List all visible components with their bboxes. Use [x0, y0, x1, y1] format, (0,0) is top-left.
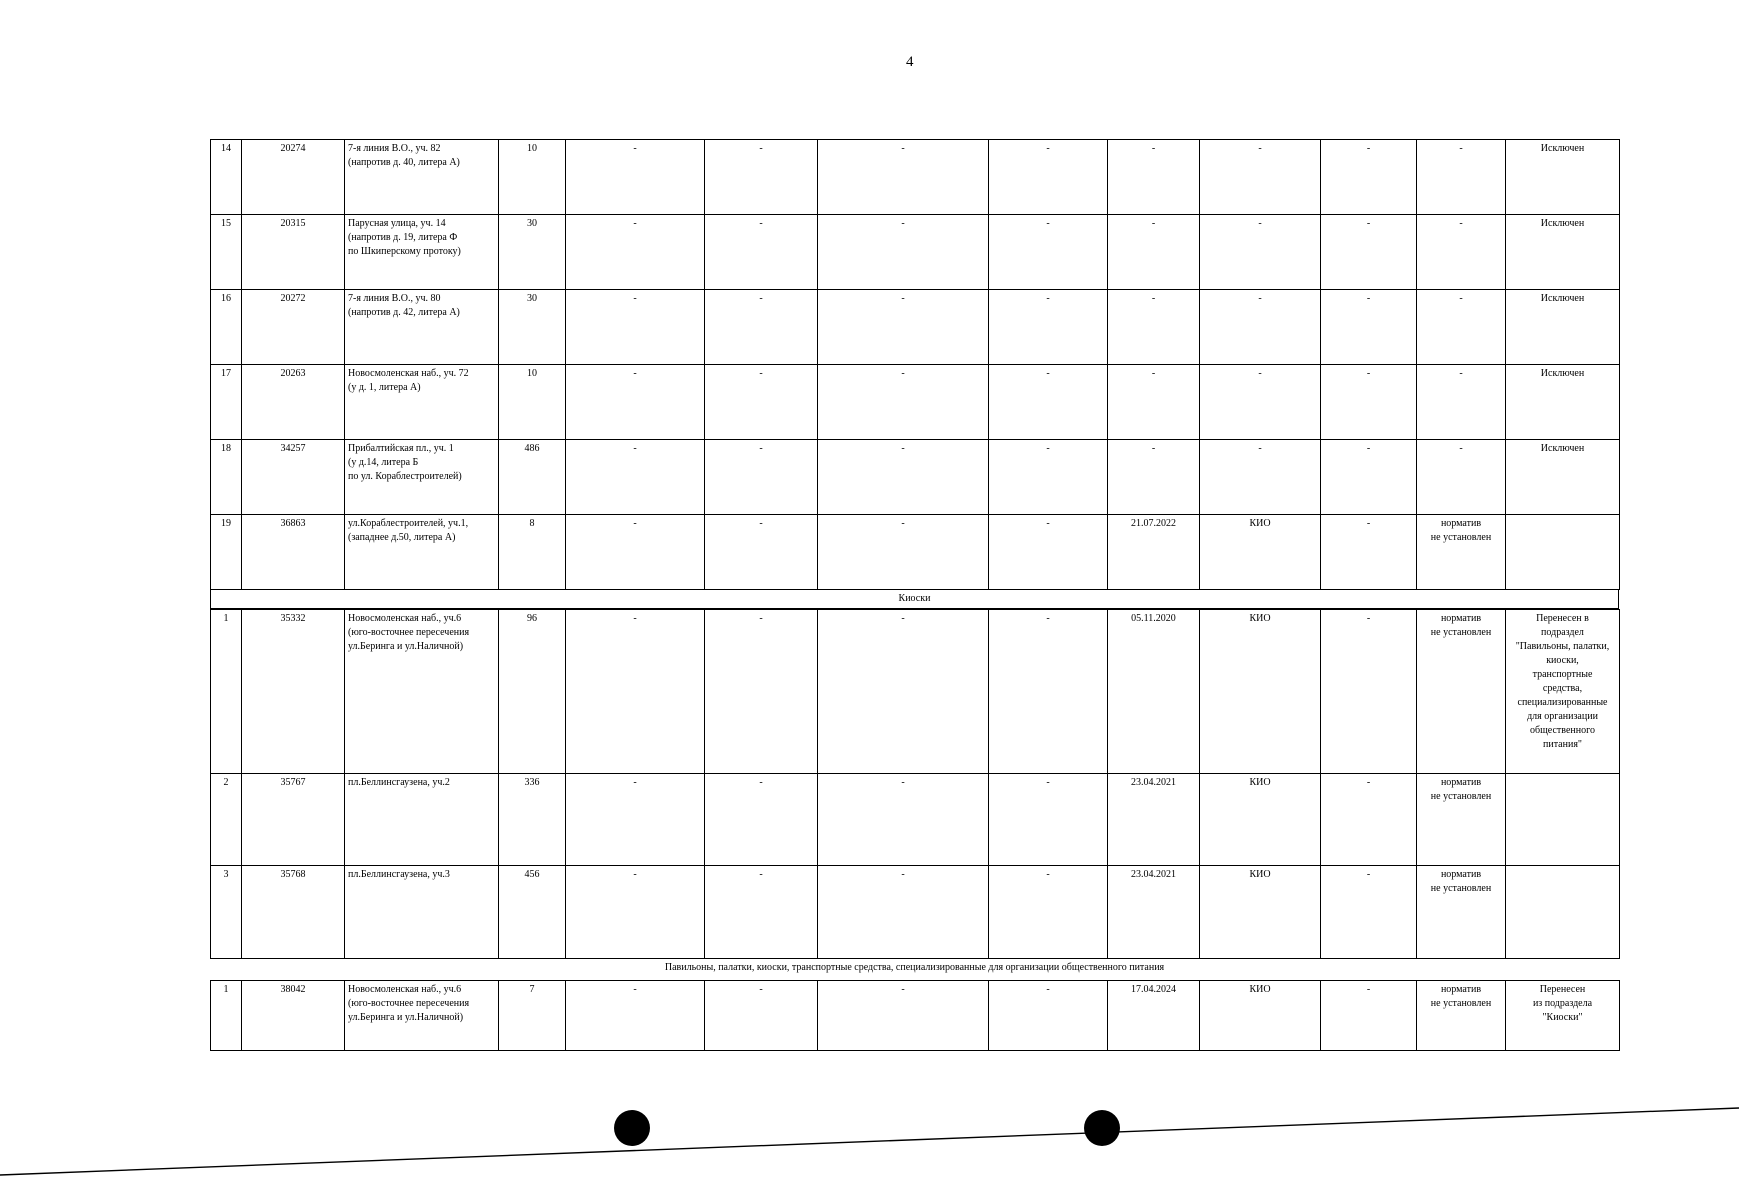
cell-code: 20272	[242, 290, 345, 365]
cell-area: 30	[499, 215, 566, 290]
cell-line: пл.Беллинсгаузена, уч.3	[348, 869, 450, 880]
cell-c3: -	[818, 610, 989, 774]
cell-line: Перенесен	[1539, 984, 1586, 995]
cell-line: норматив	[1440, 613, 1482, 624]
cell-c4: -	[989, 290, 1108, 365]
cell-date: 05.11.2020	[1108, 610, 1200, 774]
cell-date: 23.04.2021	[1108, 866, 1200, 959]
cell-code: 20263	[242, 365, 345, 440]
cell-c1: -	[566, 140, 705, 215]
cell-area: 96	[499, 610, 566, 774]
cell-date: 23.04.2021	[1108, 774, 1200, 866]
cell-line: ул.Кораблестроителей, уч.1,	[348, 518, 469, 529]
cell-c3: -	[818, 981, 989, 1051]
cell-date: -	[1108, 140, 1200, 215]
cell-line: Исключен	[1540, 443, 1585, 454]
cell-line: (у д.14, литера Б	[348, 457, 419, 468]
cell-c3: -	[818, 440, 989, 515]
cell-c4: -	[989, 981, 1108, 1051]
cell-c2: -	[705, 610, 818, 774]
cell-c1: -	[566, 515, 705, 590]
cell-line: -	[1459, 293, 1463, 304]
cell-c3: -	[818, 140, 989, 215]
cell-line: ул.Беринга и ул.Наличной)	[348, 641, 464, 652]
cell-area: 8	[499, 515, 566, 590]
cell-c2: -	[705, 981, 818, 1051]
cell-no: 19	[211, 515, 242, 590]
cell-line: (напротив д. 42, литера А)	[348, 307, 460, 318]
cell-line: норматив	[1440, 869, 1482, 880]
cell-c3: -	[818, 290, 989, 365]
cell-c7: -	[1321, 866, 1417, 959]
page-number: 4	[906, 54, 914, 70]
cell-line: "Киоски"	[1542, 1012, 1583, 1023]
cell-line: не установлен	[1430, 627, 1492, 638]
cell-c4: -	[989, 610, 1108, 774]
cell-c7: -	[1321, 215, 1417, 290]
cell-line: не установлен	[1430, 791, 1492, 802]
cell-line: норматив	[1440, 984, 1482, 995]
cell-c1: -	[566, 290, 705, 365]
cell-org: КИО	[1200, 981, 1321, 1051]
cell-area: 486	[499, 440, 566, 515]
cell-c1: -	[566, 774, 705, 866]
cell-code: 35767	[242, 774, 345, 866]
cell-c7: -	[1321, 981, 1417, 1051]
cell-line: Новосмоленская наб., уч.6	[348, 984, 462, 995]
cell-line: специализированные	[1517, 697, 1608, 708]
cell-org: -	[1200, 140, 1321, 215]
cell-no: 14	[211, 140, 242, 215]
cell-line: Исключен	[1540, 143, 1585, 154]
cell-c3: -	[818, 774, 989, 866]
cell-line: (юго-восточнее пересечения	[348, 627, 470, 638]
cell-area: 7	[499, 981, 566, 1051]
cell-c7: -	[1321, 140, 1417, 215]
cell-org: КИО	[1200, 866, 1321, 959]
cell-date: -	[1108, 440, 1200, 515]
cell-c1: -	[566, 610, 705, 774]
cell-c4: -	[989, 774, 1108, 866]
cell-line: транспортные	[1532, 669, 1593, 680]
cell-c3: -	[818, 365, 989, 440]
cell-org: -	[1200, 215, 1321, 290]
cell-line: не установлен	[1430, 883, 1492, 894]
cell-c7: -	[1321, 774, 1417, 866]
cell-line: Исключен	[1540, 368, 1585, 379]
cell-c3: -	[818, 515, 989, 590]
cell-line: -	[1459, 143, 1463, 154]
cell-c7: -	[1321, 440, 1417, 515]
cell-line: норматив	[1440, 518, 1482, 529]
cell-line: Новосмоленская наб., уч.6	[348, 613, 462, 624]
cell-line: 7-я линия В.О., уч. 80	[348, 293, 441, 304]
cell-line: Исключен	[1540, 218, 1585, 229]
cell-no: 17	[211, 365, 242, 440]
cell-c2: -	[705, 866, 818, 959]
cell-no: 1	[211, 981, 242, 1051]
cell-org: КИО	[1200, 610, 1321, 774]
cell-c2: -	[705, 365, 818, 440]
cell-c7: -	[1321, 365, 1417, 440]
cell-line: -	[1459, 218, 1463, 229]
cell-line: 7-я линия В.О., уч. 82	[348, 143, 441, 154]
cell-date: -	[1108, 215, 1200, 290]
cell-code: 34257	[242, 440, 345, 515]
cell-code: 38042	[242, 981, 345, 1051]
cell-code: 35768	[242, 866, 345, 959]
cell-line: (юго-восточнее пересечения	[348, 998, 470, 1009]
cell-date: 17.04.2024	[1108, 981, 1200, 1051]
cell-no: 16	[211, 290, 242, 365]
cell-line: Новосмоленская наб., уч. 72	[348, 368, 469, 379]
cell-line: средства,	[1542, 683, 1583, 694]
cell-c3: -	[818, 866, 989, 959]
cell-area: 336	[499, 774, 566, 866]
cell-line: по ул. Кораблестроителей)	[348, 471, 462, 482]
cell-c3: -	[818, 215, 989, 290]
cell-date: 21.07.2022	[1108, 515, 1200, 590]
cell-c1: -	[566, 866, 705, 959]
cell-org: -	[1200, 290, 1321, 365]
cell-c4: -	[989, 515, 1108, 590]
cell-area: 30	[499, 290, 566, 365]
cell-line: норматив	[1440, 777, 1482, 788]
cell-c2: -	[705, 215, 818, 290]
cell-line: (напротив д. 19, литера Ф	[348, 232, 458, 243]
cell-c2: -	[705, 515, 818, 590]
cell-c2: -	[705, 140, 818, 215]
cell-no: 1	[211, 610, 242, 774]
cell-line: -	[1459, 443, 1463, 454]
cell-date: -	[1108, 290, 1200, 365]
section-heading-kiosks: Киоски	[210, 589, 1619, 609]
cell-line: не установлен	[1430, 998, 1492, 1009]
cell-area: 456	[499, 866, 566, 959]
cell-c7: -	[1321, 610, 1417, 774]
cell-line: из подраздела	[1532, 998, 1593, 1009]
cell-c7: -	[1321, 290, 1417, 365]
cell-date: -	[1108, 365, 1200, 440]
cell-c7: -	[1321, 515, 1417, 590]
cell-line: Перенесен в	[1536, 613, 1589, 624]
cell-line: Парусная улица, уч. 14	[348, 218, 446, 229]
cell-org: КИО	[1200, 515, 1321, 590]
cell-org: -	[1200, 365, 1321, 440]
cell-org: КИО	[1200, 774, 1321, 866]
cell-line: "Павильоны, палатки,	[1515, 641, 1610, 652]
section-heading-pavilions: Павильоны, палатки, киоски, транспортные средства, специализированные для организации общественного питания	[664, 962, 1165, 973]
cell-code: 36863	[242, 515, 345, 590]
cell-c1: -	[566, 215, 705, 290]
cell-c2: -	[705, 290, 818, 365]
cell-org: -	[1200, 440, 1321, 515]
cell-no: 18	[211, 440, 242, 515]
cell-line: подраздел	[1541, 627, 1584, 638]
cell-line: Исключен	[1540, 293, 1585, 304]
cell-line: питания"	[1542, 739, 1583, 750]
cell-c1: -	[566, 365, 705, 440]
cell-line: общественного	[1530, 725, 1595, 736]
cell-area: 10	[499, 365, 566, 440]
cell-line: (напротив д. 40, литера А)	[348, 157, 460, 168]
cell-no: 15	[211, 215, 242, 290]
cell-no: 2	[211, 774, 242, 866]
cell-line: ул.Беринга и ул.Наличной)	[348, 1012, 464, 1023]
cell-line: -	[1459, 368, 1463, 379]
cell-line: по Шкиперскому протоку)	[348, 246, 461, 257]
cell-line: пл.Беллинсгаузена, уч.2	[348, 777, 450, 788]
cell-area: 10	[499, 140, 566, 215]
cell-c4: -	[989, 215, 1108, 290]
cell-line: Прибалтийская пл., уч. 1	[348, 443, 454, 454]
cell-line: для организации	[1527, 711, 1598, 722]
cell-code: 20315	[242, 215, 345, 290]
cell-line: не установлен	[1430, 532, 1492, 543]
cell-line: (у д. 1, литера А)	[348, 382, 421, 393]
cell-c4: -	[989, 440, 1108, 515]
cell-c2: -	[705, 440, 818, 515]
cell-c4: -	[989, 866, 1108, 959]
cell-c4: -	[989, 140, 1108, 215]
cell-c4: -	[989, 365, 1108, 440]
cell-c1: -	[566, 981, 705, 1051]
cell-code: 20274	[242, 140, 345, 215]
cell-no: 3	[211, 866, 242, 959]
cell-c2: -	[705, 774, 818, 866]
cell-c1: -	[566, 440, 705, 515]
cell-line: киоски,	[1546, 655, 1579, 666]
cell-code: 35332	[242, 610, 345, 774]
cell-line: (западнее д.50, литера А)	[348, 532, 456, 543]
